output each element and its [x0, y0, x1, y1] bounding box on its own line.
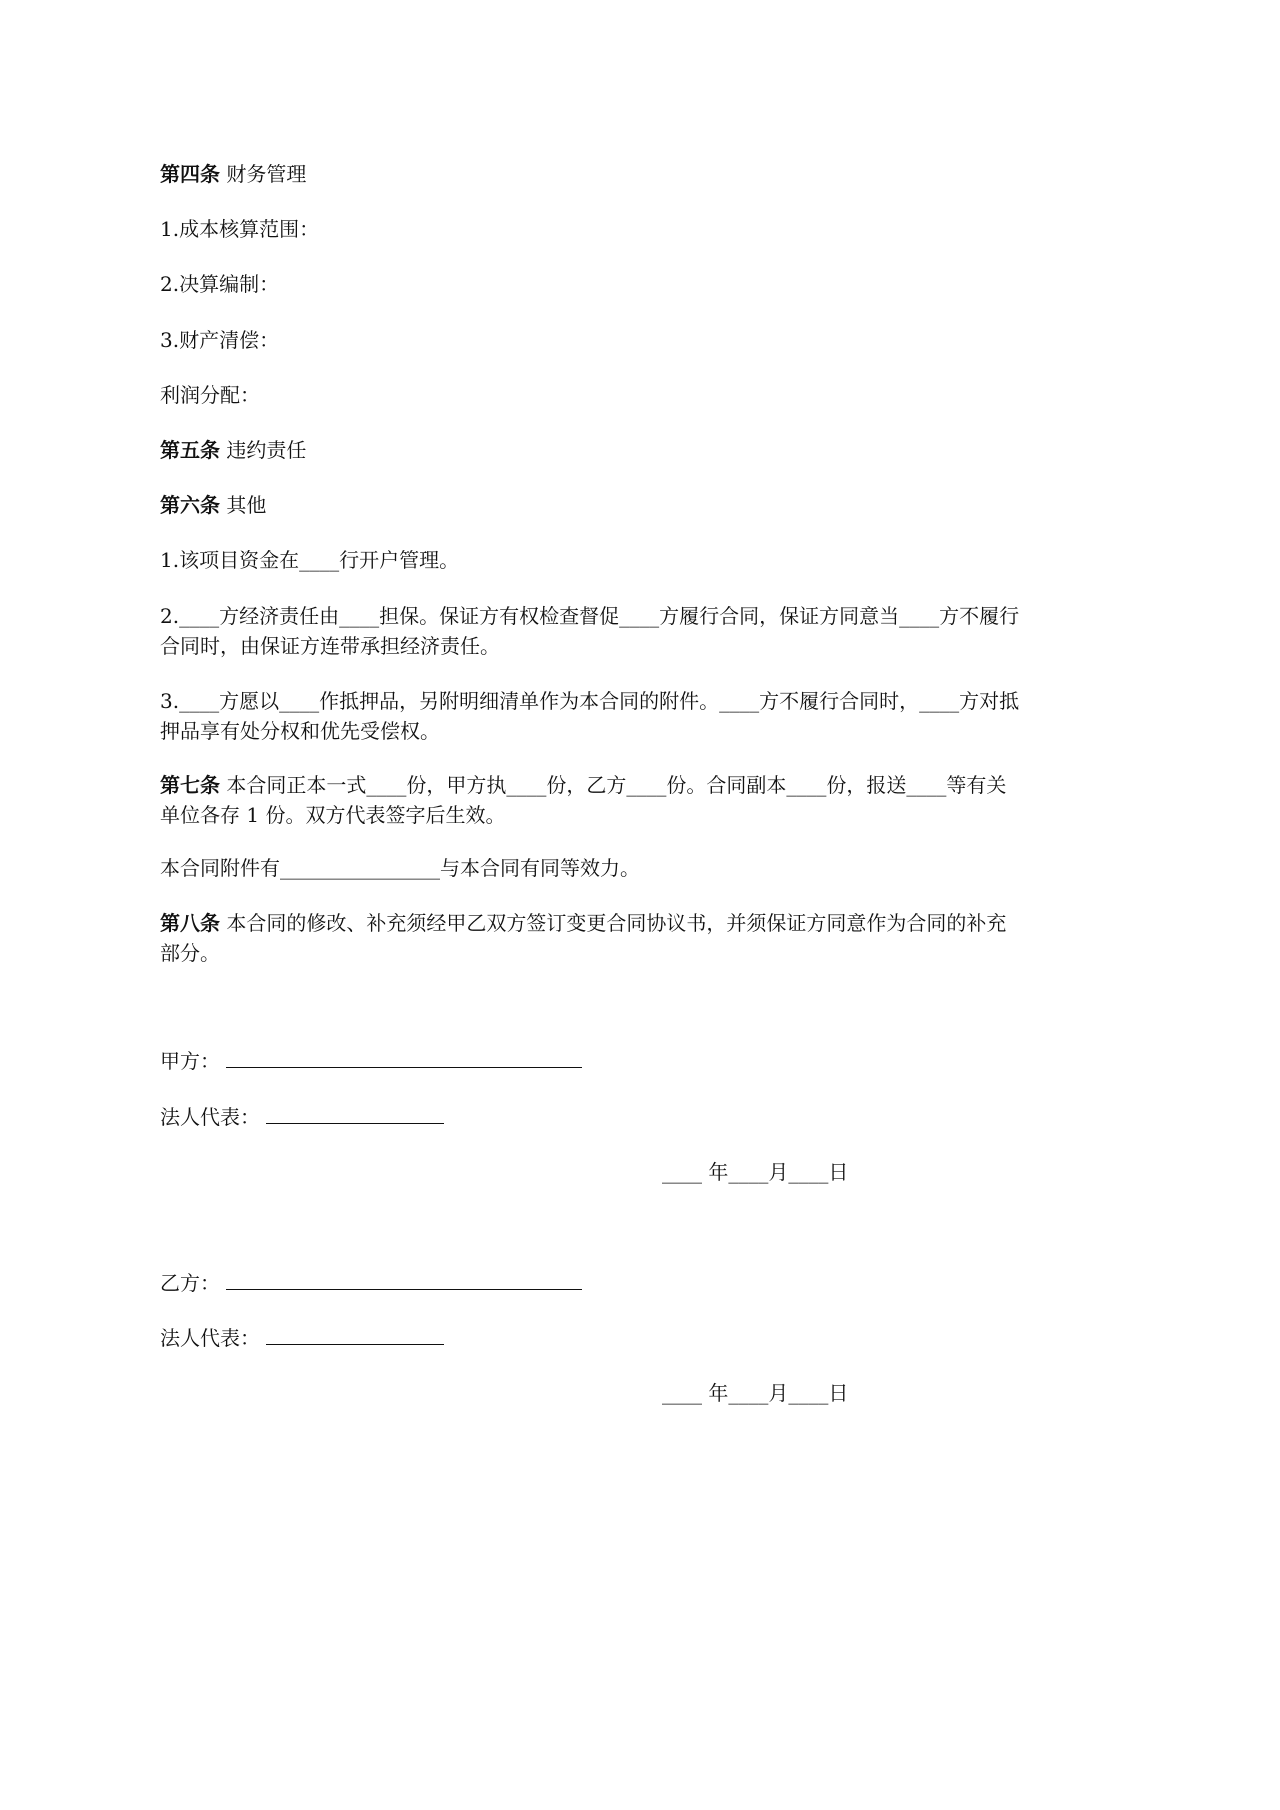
party-a-signature-line — [226, 1047, 582, 1068]
profit-distribution-item: 利润分配： — [160, 383, 260, 407]
party-b-rep-signature-line — [266, 1324, 444, 1345]
party-b-rep-label: 法人代表： — [160, 1326, 260, 1350]
party-a-date: ____ 年____月____日 — [662, 1160, 849, 1184]
party-b-rep-row — [160, 1323, 444, 1353]
final-accounts-item: 2.决算编制： — [160, 272, 280, 296]
article-6-item-3: 3.____方愿以____作抵押品，另附明细清单作为本合同的附件。____方不履行合同时，____方对抵押品享有处分权和优先受偿权。 — [160, 689, 1020, 743]
party-a-label: 甲方： — [160, 1049, 220, 1073]
article-8-number: 第八条 — [160, 911, 220, 935]
article-4-heading — [160, 159, 306, 189]
article-6-title: 其他 — [226, 493, 267, 517]
party-b-signature-row — [160, 1268, 582, 1298]
party-a-signature-row — [160, 1046, 582, 1076]
attachments-line: 本合同附件有________________与本合同有同等效力。 — [160, 856, 640, 880]
article-4-number: 第四条 — [160, 162, 220, 186]
article-7-paragraph — [160, 770, 1020, 830]
cost-accounting-item: 1.成本核算范围： — [160, 217, 320, 241]
property-settlement-item: 3.财产清偿： — [160, 328, 280, 352]
article-7-text: 本合同正本一式____份，甲方执____份，乙方____份。合同副本____份，报送____等有关单位各存 1 份。双方代表签字后生效。 — [160, 773, 1007, 827]
article-6-heading — [160, 490, 266, 520]
article-5-heading — [160, 435, 306, 465]
article-5-title: 违约责任 — [226, 438, 307, 462]
article-6-item-2: 2.____方经济责任由____担保。保证方有权检查督促____方履行合同，保证方同意当____方不履行合同时，由保证方连带承担经济责任。 — [160, 604, 1020, 658]
party-b-label: 乙方： — [160, 1271, 220, 1295]
article-8-paragraph — [160, 908, 1020, 968]
article-4-title: 财务管理 — [226, 162, 307, 186]
article-5-number: 第五条 — [160, 438, 220, 462]
article-6-number: 第六条 — [160, 493, 220, 517]
party-a-rep-row — [160, 1102, 444, 1132]
article-8-text: 本合同的修改、补充须经甲乙双方签订变更合同协议书，并须保证方同意作为合同的补充部分。 — [160, 911, 1007, 965]
party-a-rep-label: 法人代表： — [160, 1105, 260, 1129]
party-b-date: ____ 年____月____日 — [662, 1381, 849, 1405]
article-6-item-1: 1.该项目资金在____行开户管理。 — [160, 548, 460, 572]
party-b-signature-line — [226, 1269, 582, 1290]
party-a-rep-signature-line — [266, 1103, 444, 1124]
article-7-number: 第七条 — [160, 773, 220, 797]
